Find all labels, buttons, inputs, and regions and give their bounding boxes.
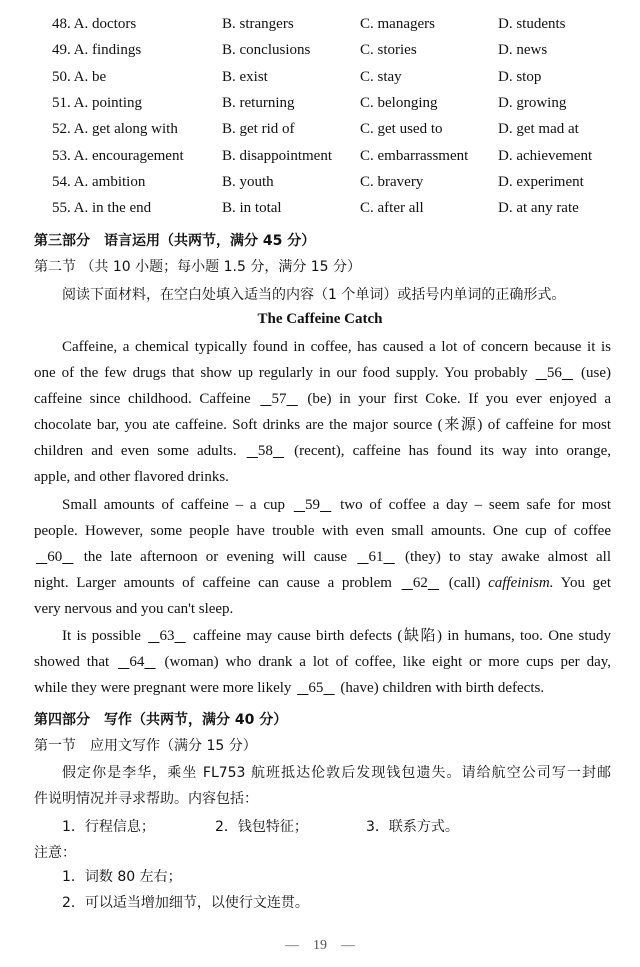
option-d: D. experiment	[498, 173, 584, 190]
option-n: 54. A. ambition	[52, 173, 146, 190]
option-d: D. get mad at	[498, 121, 579, 138]
text-segment: It is possible	[62, 628, 147, 644]
part4-section: 第一节 应用文写作（满分 15 分）	[34, 738, 257, 754]
passage-line	[34, 521, 611, 541]
text-segment: (call)	[441, 575, 489, 591]
option-c: C. belonging	[360, 94, 438, 111]
passage-line	[34, 599, 611, 619]
part4-heading: 第四部分 写作（共两节，满分 40 分）	[34, 712, 288, 728]
text-segment: two of coffee a day – seem safe for most	[333, 497, 611, 513]
blank-58[interactable]	[245, 441, 287, 461]
option-n: 52. A. get along with	[52, 121, 178, 138]
note-label: 注意：	[34, 845, 76, 861]
text-segment: (be) in your first Coke. If you ever enjoyed a	[299, 391, 611, 407]
text-segment: while they were pregnant were more likely	[34, 680, 296, 696]
passage-line	[34, 467, 611, 487]
option-c: C. embarrassment	[360, 147, 469, 164]
part3-section: 第二节 （共 10 小题；每小题 1.5 分，满分 15 分）	[34, 259, 362, 275]
writing-prompt-line1: 假定你是李华，乘坐 FL753 航班抵达伦敦后发现钱包遗失。请给航空公司写一封邮	[62, 765, 611, 781]
passage-line	[62, 495, 611, 515]
passage-line	[34, 415, 611, 435]
option-b: B. get rid of	[222, 121, 295, 138]
option-b: B. conclusions	[222, 42, 311, 59]
option-b: B. strangers	[222, 16, 294, 32]
text-segment: showed that	[34, 654, 117, 670]
part3-instruction: 阅读下面材料，在空白处填入适当的内容（1 个单词）或括号内单词的正确形式。	[62, 287, 566, 303]
content-point-3: 3．联系方式。	[366, 819, 459, 835]
option-n: 48. A. doctors	[52, 16, 137, 32]
blank-57[interactable]	[258, 389, 300, 409]
blank-62[interactable]	[400, 573, 442, 593]
passage-line	[62, 337, 611, 357]
blank-number: 61	[368, 549, 384, 565]
passage-line	[62, 626, 611, 646]
note-1: 1．词数 80 左右；	[62, 869, 182, 885]
content-point-2: 2．钱包特征；	[215, 819, 308, 835]
passage-line	[34, 573, 611, 593]
option-n: 55. A. in the end	[52, 200, 152, 217]
passage-title: The Caffeine Catch	[257, 311, 383, 327]
text-segment: apple, and other flavored drinks.	[34, 469, 229, 485]
option-d: D. stop	[498, 68, 542, 85]
option-b: B. in total	[222, 200, 282, 217]
text-segment: one of the few drugs that show up regularly in our food supply. You probably	[34, 365, 534, 381]
text-segment: people. However, some people have trouble with even small amounts. One cup of coffee	[34, 523, 611, 539]
passage-line	[34, 389, 611, 409]
blank-56[interactable]	[534, 363, 576, 383]
option-c: C. stay	[360, 68, 402, 85]
option-d: D. news	[498, 42, 548, 59]
blank-number: 64	[129, 654, 145, 670]
option-c: C. stories	[360, 42, 417, 59]
blank-number: 59	[305, 497, 321, 513]
option-b: B. disappointment	[222, 147, 332, 164]
option-d: D. students	[498, 16, 566, 32]
blank-number: 56	[546, 365, 562, 381]
blank-63[interactable]	[146, 626, 188, 646]
blank-number: 65	[308, 680, 324, 696]
option-d: D. achievement	[498, 147, 593, 164]
note-2: 2．可以适当增加细节，以使行文连贯。	[62, 895, 309, 911]
text-segment: You get	[553, 575, 611, 591]
option-n: 53. A. encouragement	[52, 147, 184, 164]
blank-number: 62	[412, 575, 428, 591]
passage-line	[34, 652, 611, 672]
text-segment: night. Larger amounts of caffeine can cause a problem	[34, 575, 400, 591]
text-segment: Caffeine, a chemical typically found in coffee, has caused a lot of concern because it is	[62, 339, 611, 355]
part3-heading: 第三部分 语言运用（共两节，满分 45 分）	[34, 233, 316, 249]
text-segment: caffeine since childhood. Caffeine	[34, 391, 259, 407]
option-c: C. after all	[360, 200, 424, 217]
blank-59[interactable]	[292, 495, 334, 515]
text-segment: (recent), caffeine has found its way into orange,	[286, 443, 611, 459]
option-b: B. returning	[222, 94, 295, 111]
text-segment: the late afternoon or evening will cause	[75, 549, 356, 565]
option-c: C. bravery	[360, 173, 424, 190]
text-segment: very nervous and you can't sleep.	[34, 601, 234, 617]
option-b: B. youth	[222, 173, 274, 190]
blank-number: 57	[271, 391, 287, 407]
text-segment: (use)	[575, 365, 611, 381]
option-d: D. growing	[498, 94, 567, 111]
passage-line	[34, 547, 611, 567]
page-number: — 19 —	[285, 938, 355, 953]
blank-61[interactable]	[355, 547, 397, 567]
text-segment: (have) children with birth defects.	[336, 680, 545, 696]
text-segment: (woman) who drank a lot of coffee, like eight or more cups per day,	[157, 654, 611, 670]
passage-line	[34, 363, 611, 383]
option-c: C. get used to	[360, 121, 443, 138]
text-segment: children and even some adults.	[34, 443, 245, 459]
writing-prompt-line2: 件说明情况并寻求帮助。内容包括：	[34, 791, 258, 807]
option-d: D. at any rate	[498, 200, 579, 217]
option-n: 49. A. findings	[52, 42, 142, 59]
option-b: B. exist	[222, 68, 268, 85]
blank-number: 60	[47, 549, 63, 565]
passage-line	[34, 678, 611, 698]
content-point-1: 1．行程信息；	[62, 819, 155, 835]
option-n: 50. A. be	[52, 68, 107, 85]
passage-line	[34, 441, 611, 461]
blank-number: 63	[159, 628, 175, 644]
text-segment: Small amounts of caffeine – a cup	[62, 497, 292, 513]
italic-term: caffeinism.	[488, 575, 554, 591]
blank-64[interactable]	[116, 652, 158, 672]
text-segment: (they) to stay awake almost all	[396, 549, 611, 565]
blank-65[interactable]	[295, 678, 337, 698]
blank-60[interactable]	[34, 547, 76, 567]
option-n: 51. A. pointing	[52, 94, 143, 111]
text-segment: chocolate bar, you ate caffeine. Soft drinks are the major source (来源) of caffeine for most	[34, 417, 611, 433]
blank-number: 58	[257, 443, 273, 459]
option-c: C. managers	[360, 16, 435, 32]
text-segment: caffeine may cause birth defects (缺陷) in humans, too. One study	[187, 628, 611, 644]
